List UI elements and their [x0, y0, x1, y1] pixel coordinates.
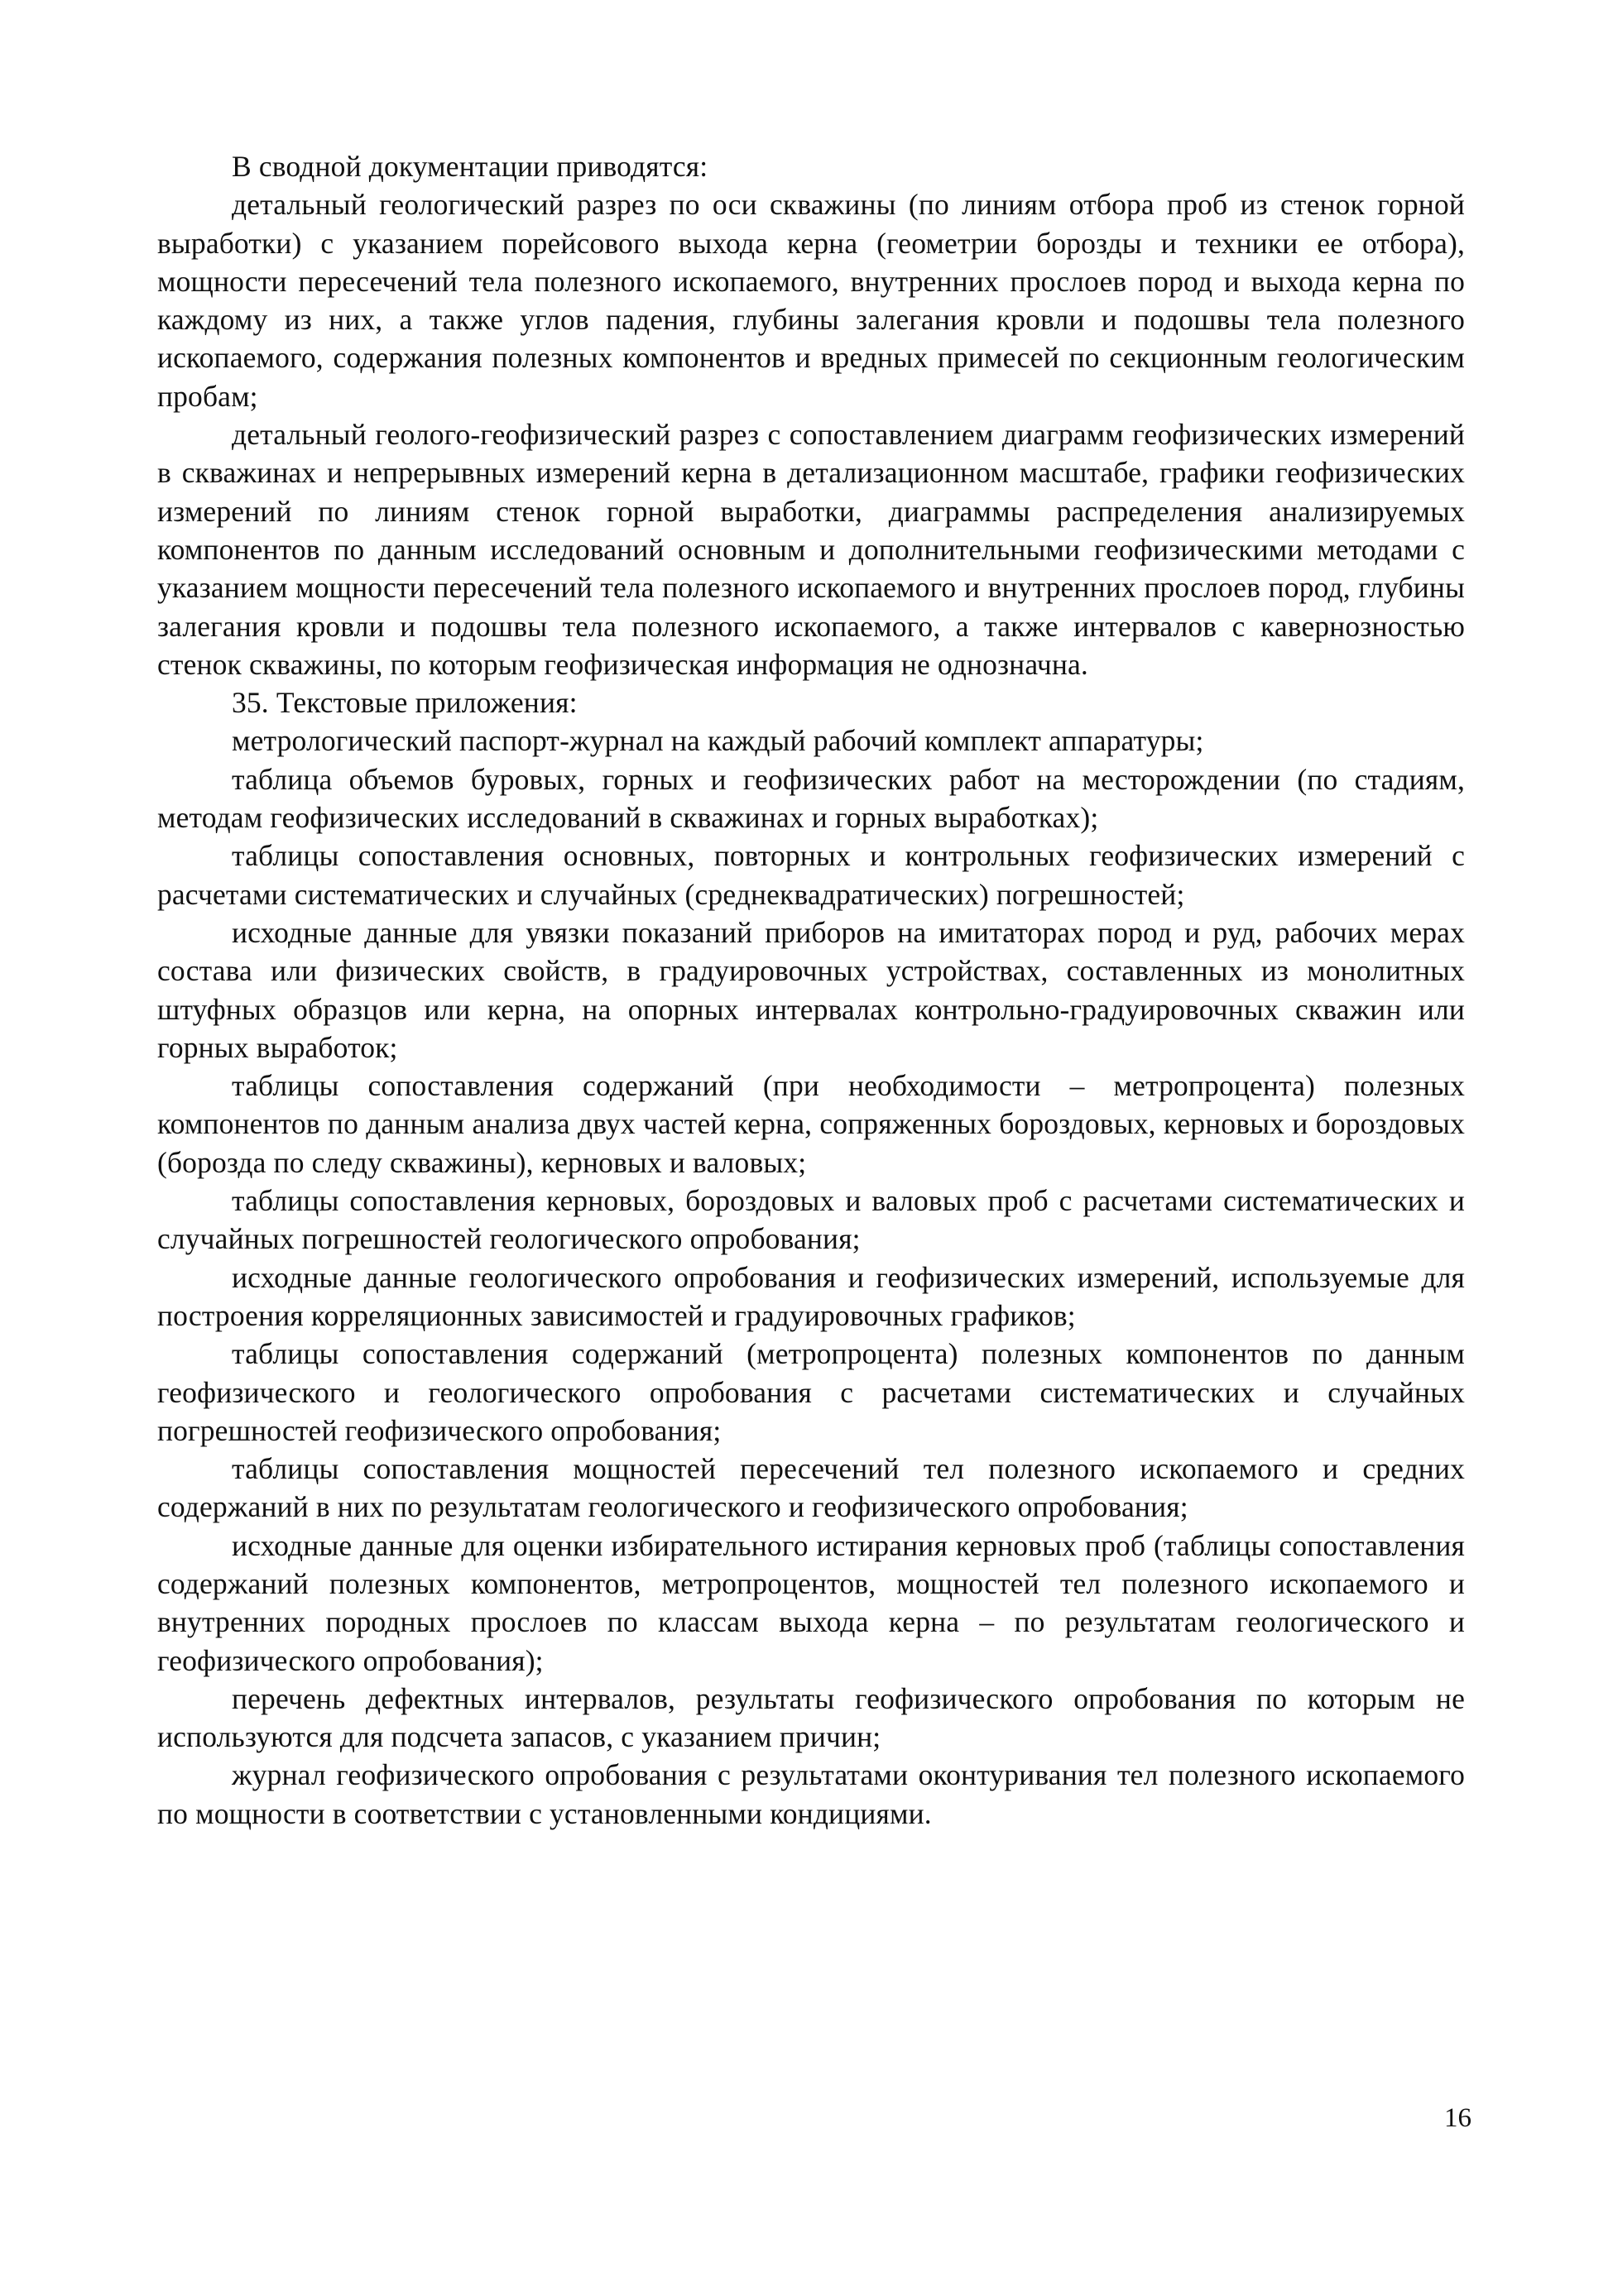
list-item: исходные данные для увязки показаний приборов на имитаторах пород и руд, рабочих мерах состава или физических свойств, в градуировочных устройствах, составленных из монолитных штуфных образцов или керна, на опорных интервалах контрольно-градуировочных скважин или горных выработок; [157, 915, 1465, 1064]
document-body [157, 147, 1465, 1833]
list-item: таблицы сопоставления содержаний (при необходимости – метропроцента) полезных компонентов по данным анализа двух частей керна, сопряженных бороздовых, керновых и бороздовых (борозда по следу скважины), керновых и валовых; [157, 1069, 1465, 1179]
paragraph-geological-section: детальный геологический разрез по оси скважины (по линиям отбора проб из стенок горной выработки) с указанием порейсового выхода керна (геометрии борозды и техники ее отбора), мощности пересечений тела полезного ископаемого, внутренних прослоев пород и выхода керна по каждому из них, а также углов падения, глубины залегания кровли и подошвы тела полезного ископаемого, содержания полезных компонентов и вредных примесей по секционным геологическим пробам; [157, 188, 1465, 413]
list-item: перечень дефектных интервалов, результаты геофизического опробования по которым не используются для подсчета запасов, с указанием причин; [157, 1681, 1465, 1754]
list-item: таблицы сопоставления мощностей пересечений тел полезного ископаемого и средних содержаний в них по результатам геологического и геофизического опробования; [157, 1452, 1465, 1524]
list-item: таблицы сопоставления керновых, бороздовых и валовых проб с расчетами систематических и случайных погрешностей геологического опробования; [157, 1184, 1465, 1256]
list-item: таблицы сопоставления содержаний (метропроцента) полезных компонентов по данным геофизического и геологического опробования с расчетами систематических и случайных погрешностей геофизического опробования; [157, 1337, 1465, 1447]
list-item: исходные данные для оценки избирательного истирания керновых проб (таблицы сопоставления содержаний полезных компонентов, метропроцентов, мощностей тел полезного ископаемого и внутренних породных прослоев по классам выхода керна – по результатам геологического и геофизического опробования); [157, 1528, 1465, 1677]
paragraph-intro: В сводной документации приводятся: [232, 150, 708, 183]
list-item: исходные данные геологического опробования и геофизических измерений, используемые для построения корреляционных зависимостей и градуировочных графиков; [157, 1260, 1465, 1332]
list-item: журнал геофизического опробования с результатами оконтуривания тел полезного ископаемого по мощности в соответствии с установленными кондициями. [157, 1758, 1465, 1830]
section-heading-text-appendices: 35. Текстовые приложения: [232, 686, 578, 720]
list-item: метрологический паспорт-журнал на каждый рабочий комплект аппаратуры; [232, 724, 1204, 758]
list-item: таблица объемов буровых, горных и геофизических работ на месторождении (по стадиям, методам геофизических исследований в скважинах и горных выработках); [157, 762, 1465, 835]
page-number: 16 [1444, 2103, 1471, 2133]
list-item: таблицы сопоставления основных, повторных и контрольных геофизических измерений с расчетами систематических и случайных (среднеквадратических) погрешностей; [157, 839, 1465, 911]
paragraph-geophysical-section: детальный геолого-геофизический разрез с сопоставлением диаграмм геофизических измерений в скважинах и непрерывных измерений керна в детализационном масштабе, графики геофизических измерений по линиям стенок горной выработки, диаграммы распределения анализируемых компонентов по данным исследований основным и дополнительными геофизическими методами с указанием мощности пересечений тела полезного ископаемого и внутренних прослоев пород, глубины залегания кровли и подошвы тела полезного ископаемого, а также интервалов с кавернозностью стенок скважины, по которым геофизическая информация не однозначна. [157, 418, 1465, 681]
